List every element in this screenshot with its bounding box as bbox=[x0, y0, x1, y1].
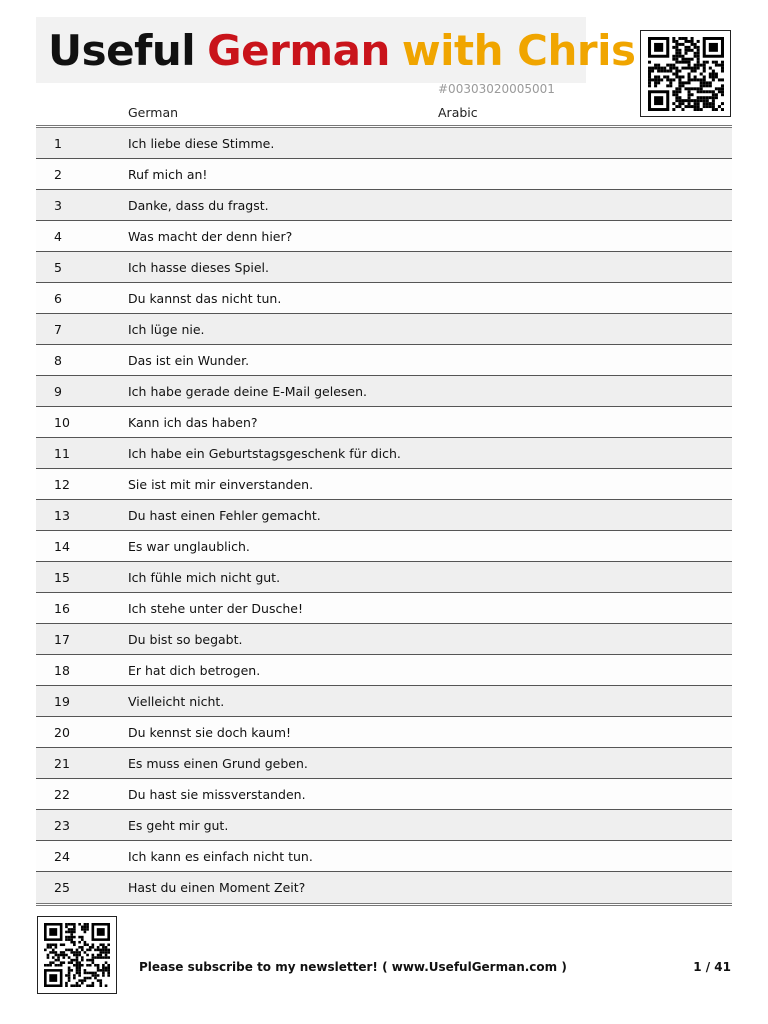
row-number: 7 bbox=[54, 321, 62, 337]
row-number: 21 bbox=[54, 755, 70, 771]
german-phrase: Du bist so begabt. bbox=[128, 631, 243, 647]
table-row bbox=[36, 438, 732, 469]
newsletter-link[interactable]: Please subscribe to my newsletter! ( www.UsefulGerman.com ) bbox=[139, 960, 567, 974]
german-phrase: Ich kann es einfach nicht tun. bbox=[128, 848, 313, 864]
german-phrase: Ruf mich an! bbox=[128, 166, 208, 182]
qr-code-icon bbox=[44, 923, 110, 987]
table-row bbox=[36, 159, 732, 190]
document-id: #00303020005001 bbox=[438, 82, 555, 96]
german-phrase: Vielleicht nicht. bbox=[128, 693, 225, 709]
german-phrase: Es muss einen Grund geben. bbox=[128, 755, 308, 771]
table-row bbox=[36, 562, 732, 593]
german-phrase: Du hast sie missverstanden. bbox=[128, 786, 306, 802]
german-phrase: Ich liebe diese Stimme. bbox=[128, 135, 275, 151]
german-phrase: Du hast einen Fehler gemacht. bbox=[128, 507, 321, 523]
qr-code-top[interactable] bbox=[640, 30, 731, 117]
table-row bbox=[36, 593, 732, 624]
table-row bbox=[36, 469, 732, 500]
row-number: 24 bbox=[54, 848, 70, 864]
german-phrase: Ich habe gerade deine E-Mail gelesen. bbox=[128, 383, 368, 399]
row-number: 12 bbox=[54, 476, 70, 492]
table-row bbox=[36, 407, 732, 438]
table-row bbox=[36, 314, 732, 345]
table-row bbox=[36, 221, 732, 252]
row-number: 16 bbox=[54, 600, 70, 616]
german-phrase: Du kennst sie doch kaum! bbox=[128, 724, 292, 740]
table-row bbox=[36, 500, 732, 531]
german-phrase: Kann ich das haben? bbox=[128, 414, 258, 430]
column-header-arabic: Arabic bbox=[438, 105, 478, 120]
german-phrase: Du kannst das nicht tun. bbox=[128, 290, 282, 306]
table-row bbox=[36, 841, 732, 872]
row-number: 6 bbox=[54, 290, 62, 306]
german-phrase: Es war unglaublich. bbox=[128, 538, 250, 554]
row-number: 10 bbox=[54, 414, 70, 430]
table-row bbox=[36, 872, 732, 903]
table-row bbox=[36, 345, 732, 376]
german-phrase: Ich habe ein Geburtstagsgeschenk für dich. bbox=[128, 445, 401, 461]
german-phrase: Sie ist mit mir einverstanden. bbox=[128, 476, 314, 492]
german-phrase: Ich lüge nie. bbox=[128, 321, 205, 337]
row-number: 20 bbox=[54, 724, 70, 740]
row-number: 5 bbox=[54, 259, 62, 275]
table-row bbox=[36, 810, 732, 841]
site-logo bbox=[36, 17, 636, 83]
table-row bbox=[36, 624, 732, 655]
table-row bbox=[36, 531, 732, 562]
german-phrase: Ich hasse dieses Spiel. bbox=[128, 259, 269, 275]
phrase-table bbox=[36, 125, 732, 906]
german-phrase: Ich fühle mich nicht gut. bbox=[128, 569, 281, 585]
table-row bbox=[36, 283, 732, 314]
page-number: 1 / 41 bbox=[693, 960, 731, 974]
row-number: 1 bbox=[54, 135, 62, 151]
qr-code-bottom[interactable] bbox=[37, 916, 117, 994]
row-number: 19 bbox=[54, 693, 70, 709]
row-number: 15 bbox=[54, 569, 70, 585]
row-number: 11 bbox=[54, 445, 70, 461]
table-row bbox=[36, 655, 732, 686]
column-header-german: German bbox=[128, 105, 179, 120]
row-number: 25 bbox=[54, 880, 70, 895]
row-number: 4 bbox=[54, 228, 62, 244]
german-phrase: Danke, dass du fragst. bbox=[128, 197, 269, 213]
logo-word-with-chris: with Chris bbox=[401, 25, 636, 75]
row-number: 23 bbox=[54, 817, 70, 833]
table-row bbox=[36, 748, 732, 779]
table-row bbox=[36, 779, 732, 810]
row-number: 8 bbox=[54, 352, 62, 368]
german-phrase: Es geht mir gut. bbox=[128, 817, 229, 833]
german-phrase: Was macht der denn hier? bbox=[128, 228, 293, 244]
row-number: 9 bbox=[54, 383, 62, 399]
table-row bbox=[36, 686, 732, 717]
table-row bbox=[36, 376, 732, 407]
row-number: 2 bbox=[54, 166, 62, 182]
table-row bbox=[36, 128, 732, 159]
german-phrase: Hast du einen Moment Zeit? bbox=[128, 880, 306, 895]
row-number: 22 bbox=[54, 786, 70, 802]
german-phrase: Er hat dich betrogen. bbox=[128, 662, 261, 678]
row-number: 14 bbox=[54, 538, 70, 554]
logo-word-german: German bbox=[207, 25, 390, 75]
row-number: 3 bbox=[54, 197, 62, 213]
row-number: 13 bbox=[54, 507, 70, 523]
row-number: 18 bbox=[54, 662, 70, 678]
table-row bbox=[36, 190, 732, 221]
german-phrase: Ich stehe unter der Dusche! bbox=[128, 600, 303, 616]
qr-code-icon bbox=[648, 37, 724, 111]
table-row bbox=[36, 252, 732, 283]
german-phrase: Das ist ein Wunder. bbox=[128, 352, 250, 368]
table-row bbox=[36, 717, 732, 748]
row-number: 17 bbox=[54, 631, 70, 647]
logo-word-useful: Useful bbox=[48, 25, 196, 75]
